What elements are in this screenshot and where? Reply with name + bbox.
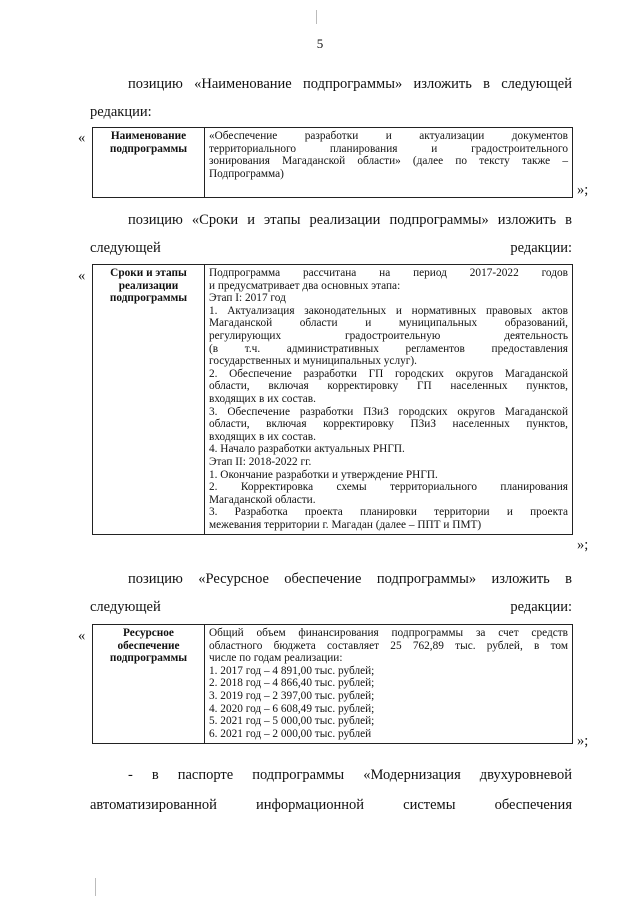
- content-line: (в т.ч. административных регламентов предоставления: [209, 342, 568, 355]
- content-line: числе по годам реализации:: [209, 652, 343, 665]
- quote-close-3: »;: [577, 733, 589, 749]
- content-line: 4. 2020 год – 6 608,49 тыс. рублей;: [209, 702, 375, 715]
- content-line: входящих в их состав.: [209, 430, 316, 443]
- table-resources-heading: Ресурсное обеспечение подпрограммы: [93, 625, 205, 744]
- content-line: регулирующих градостроительную деятельность: [209, 329, 568, 342]
- table-resources-content: [205, 625, 573, 744]
- quote-close-1: »;: [577, 182, 589, 198]
- content-line: области, включая корректировку ПЗиЗ населенных пунктов,: [209, 418, 568, 431]
- table-name-heading: Наименование подпрограммы: [93, 128, 205, 198]
- content-line: 4. Начало разработки актуальных РНГП.: [209, 443, 405, 456]
- page-number: 5: [316, 36, 324, 51]
- content-line: Подпрограмма): [209, 167, 284, 180]
- content-line: 1. Актуализация законодательных и нормативных правовых актов: [209, 304, 568, 317]
- quote-open-3: «: [78, 628, 86, 644]
- content-line: 1. Окончание разработки и утверждение РНГП.: [209, 468, 438, 481]
- table-terms-heading: Сроки и этапы реализации подпрограммы: [93, 265, 205, 535]
- content-line: 6. 2021 год – 2 000,00 тыс. рублей: [209, 727, 372, 740]
- content-line: 2. Корректировка схемы территориального планирования: [209, 481, 568, 494]
- table-name-content: [205, 128, 573, 198]
- content-line: входящих в их состав.: [209, 392, 316, 405]
- content-line: Магаданской области.: [209, 493, 316, 506]
- intro-paragraph-3: позицию «Ресурсное обеспечение подпрограммы» изложить в следующей редакции:: [90, 571, 572, 615]
- content-line: 3. Обеспечение разработки ПЗиЗ городских округов Магаданской: [209, 405, 568, 418]
- content-line: «Обеспечение разработки и актуализации документов: [209, 130, 568, 142]
- content-line: Этап I: 2017 год: [209, 292, 286, 305]
- table-resources: [92, 624, 573, 744]
- content-line: 3. 2019 год – 2 397,00 тыс. рублей;: [209, 689, 375, 702]
- quote-open-2: «: [78, 268, 86, 284]
- content-line: 1. 2017 год – 4 891,00 тыс. рублей;: [209, 664, 375, 677]
- table-name: [92, 127, 573, 198]
- scan-mark: [316, 10, 317, 24]
- content-line: Магаданской области и муниципальных образований,: [209, 317, 568, 330]
- content-line: межевания территории г. Магадан (далее – ППТ и ПМТ): [209, 518, 482, 531]
- content-line: областного бюджета составляет 25 762,89 тыс. рублей, в том: [209, 639, 568, 652]
- quote-close-2: »;: [577, 537, 589, 553]
- content-line: и предусматривает два основных этапа:: [209, 279, 401, 292]
- scan-mark: [95, 878, 96, 896]
- content-line: 3. Разработка проекта планировки территории и проекта: [209, 506, 568, 519]
- content-line: территориального планирования и градостроительного: [209, 142, 568, 155]
- intro-paragraph-2: позицию «Сроки и этапы реализации подпрограммы» изложить в следующей редакции:: [90, 212, 572, 256]
- table-terms: [92, 264, 573, 535]
- content-line: зонирования Магаданской области» (далее по тексту также –: [209, 155, 568, 168]
- footer-paragraph: - в паспорте подпрограммы «Модернизация двухуровневой автоматизированной информационной системы обеспечения: [90, 767, 572, 813]
- content-line: 2. Обеспечение разработки ГП городских округов Магаданской: [209, 367, 568, 380]
- table-terms-content: [205, 265, 573, 535]
- content-line: Подпрограмма рассчитана на период 2017-2022 годов: [209, 267, 568, 279]
- content-line: государственных и муниципальных услуг).: [209, 355, 417, 368]
- content-line: 2. 2018 год – 4 866,40 тыс. рублей;: [209, 677, 375, 690]
- content-line: Общий объем финансирования подпрограммы за счет средств: [209, 627, 568, 639]
- quote-open-1: «: [78, 130, 86, 146]
- intro-paragraph-1: позицию «Наименование подпрограммы» изложить в следующей редакции:: [90, 76, 572, 120]
- content-line: Этап II: 2018-2022 гг.: [209, 455, 312, 468]
- content-line: области, включая корректировку ГП населенных пунктов,: [209, 380, 568, 393]
- content-line: 5. 2021 год – 5 000,00 тыс. рублей;: [209, 715, 375, 728]
